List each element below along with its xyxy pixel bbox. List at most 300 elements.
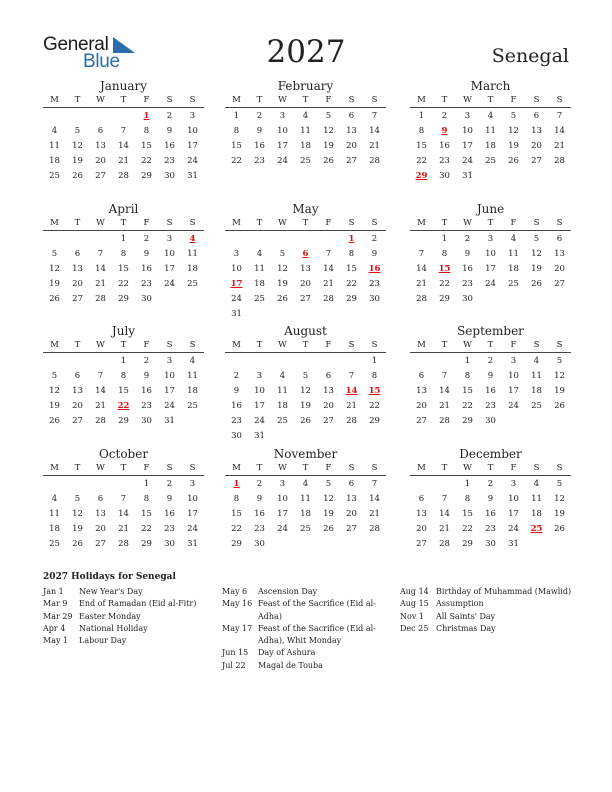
logo-general-text: General [43,34,109,55]
day: 9 [487,494,494,504]
day: 21 [554,141,565,151]
holiday-date: Jan 1 [43,587,64,596]
day: 19 [323,141,334,151]
day: 19 [300,401,311,411]
day: 6 [418,371,425,381]
weekday-header [225,462,386,476]
empty-cell [271,354,294,369]
day: 3 [510,356,517,366]
day: 7 [348,371,355,381]
month-title: December [459,447,522,461]
day: 25 [187,401,198,411]
day: 25 [508,279,519,289]
holiday-date: May 1 [43,636,69,646]
day: 18 [485,141,496,151]
day: 14 [369,126,380,136]
day: 19 [277,279,288,289]
day-grid [410,232,571,307]
day: 20 [531,141,542,151]
day: 3 [166,234,173,244]
day: 15 [118,386,129,396]
day: 17 [485,264,496,274]
day: 6 [74,371,81,381]
day: 2 [487,479,494,489]
day: 21 [439,524,450,534]
day: 28 [416,294,427,304]
day: 6 [556,234,563,244]
day: 5 [302,371,309,381]
day: 5 [51,371,58,381]
weekday-label: S [189,95,196,105]
day: 6 [97,126,104,136]
day: 10 [485,249,496,259]
weekday-label: S [556,218,563,228]
weekday-label: W [278,463,287,473]
day: 27 [346,156,357,166]
day: 9 [143,371,150,381]
weekday-label: M [50,95,59,105]
holiday-row [43,623,218,635]
weekday-label: T [441,95,448,105]
weekday-label: T [302,340,309,350]
country-name: Senegal [491,45,569,67]
empty-cell [248,232,271,247]
day: 22 [231,156,242,166]
holiday-name: Birthday of Muhammad (Mawlid) [436,587,572,596]
month-title: May [292,202,319,216]
empty-cell [89,109,112,124]
day: 3 [233,249,240,259]
day: 18 [300,509,311,519]
day: 9 [371,249,378,259]
day: 28 [369,156,380,166]
day: 14 [369,494,380,504]
empty-cell [112,477,135,492]
day: 21 [416,279,427,289]
month-title: July [111,324,136,338]
day: 24 [254,416,265,426]
weekday-label: F [143,218,150,228]
weekday-label: F [143,95,150,105]
day: 10 [187,126,198,136]
day: 4 [487,111,494,121]
weekday-label: W [96,340,105,350]
weekday-label: S [166,463,173,473]
day: 17 [277,509,288,519]
day-grid [225,109,386,169]
weekday-header [410,462,571,476]
day: 4 [51,494,58,504]
day: 21 [95,401,106,411]
day: 4 [302,479,309,489]
holiday-name: Magal de Touba [258,660,323,670]
day: 1 [464,479,471,489]
day: 16 [141,386,152,396]
weekday-label: S [533,340,540,350]
day: 1 [371,356,378,366]
holiday-row [43,586,218,598]
weekday-label: S [533,218,540,228]
weekday-label: W [278,340,287,350]
weekday-label: T [256,95,263,105]
day: 26 [508,156,519,166]
weekday-label: S [371,463,378,473]
day: 6 [74,249,81,259]
month-may [225,202,386,322]
month-title: September [457,324,524,338]
empty-cell [66,109,89,124]
day: 7 [97,371,104,381]
day: 30 [231,431,242,441]
day: 18 [187,264,198,274]
holiday-row [400,586,572,598]
day: 21 [439,401,450,411]
day: 8 [348,249,355,259]
day: 30 [485,416,496,426]
day: 13 [300,264,311,274]
holiday-row [222,623,394,648]
day: 23 [164,524,175,534]
empty-cell [433,477,456,492]
weekday-header [410,94,571,108]
day: 7 [120,494,127,504]
holiday-day: 25 [530,524,543,534]
day: 2 [143,234,150,244]
day: 20 [554,264,565,274]
empty-cell [43,477,66,492]
day: 12 [554,494,565,504]
day: 25 [254,294,265,304]
weekday-label: S [166,218,173,228]
day: 9 [256,126,263,136]
day: 28 [369,524,380,534]
day-grid [225,354,386,444]
holiday-day: 6 [302,249,309,259]
day: 26 [49,294,60,304]
day: 14 [554,126,565,136]
day: 19 [531,264,542,274]
weekday-label: S [556,340,563,350]
day: 3 [166,356,173,366]
day: 9 [166,494,173,504]
day: 13 [72,386,83,396]
day: 30 [141,416,152,426]
holiday-day: 29 [415,171,428,181]
holiday-name: End of Ramadan (Eid al-Fitr) [79,599,197,609]
day: 4 [279,371,286,381]
weekday-label: T [256,463,263,473]
day: 18 [300,141,311,151]
month-april [43,202,204,307]
holiday-name: All Saints' Day [436,611,496,621]
day: 31 [508,539,519,549]
day: 15 [141,141,152,151]
holiday-name: Day of Ashura [258,648,316,658]
day: 25 [485,156,496,166]
day: 26 [277,294,288,304]
day: 12 [277,264,288,274]
weekday-label: S [189,340,196,350]
day: 4 [51,126,58,136]
day: 9 [233,386,240,396]
day: 16 [164,509,175,519]
day: 23 [369,279,380,289]
day: 25 [300,156,311,166]
day: 7 [371,111,378,121]
day: 5 [556,479,563,489]
day: 27 [531,156,542,166]
weekday-label: T [74,340,81,350]
holidays-title: 2027 Holidays for Senegal [43,572,176,582]
day: 20 [300,279,311,289]
day: 9 [166,126,173,136]
day: 20 [323,401,334,411]
holiday-date: Mar 9 [43,599,68,609]
day: 30 [141,294,152,304]
day: 24 [277,156,288,166]
month-september [410,324,571,429]
weekday-label: T [487,340,494,350]
empty-cell [89,477,112,492]
day: 23 [164,156,175,166]
weekday-label: S [166,95,173,105]
day: 24 [485,279,496,289]
weekday-label: T [74,463,81,473]
day: 11 [508,249,519,259]
day: 4 [256,249,263,259]
weekday-label: F [510,95,517,105]
weekday-label: T [120,463,127,473]
weekday-label: T [441,463,448,473]
day: 10 [277,494,288,504]
day: 15 [118,264,129,274]
empty-cell [433,354,456,369]
holiday-day: 4 [189,234,196,244]
day: 4 [510,234,517,244]
day: 28 [554,156,565,166]
day: 11 [254,264,265,274]
weekday-label: S [166,340,173,350]
day: 17 [254,401,265,411]
day: 3 [256,371,263,381]
day: 7 [371,479,378,489]
day: 20 [416,524,427,534]
day: 11 [187,371,198,381]
empty-cell [66,354,89,369]
day-grid [43,477,204,552]
day: 13 [416,509,427,519]
day: 11 [531,371,542,381]
holiday-date: May 6 [222,587,248,596]
empty-cell [340,354,363,369]
day: 24 [277,524,288,534]
day: 25 [187,279,198,289]
day: 29 [439,294,450,304]
day: 20 [346,509,357,519]
weekday-label: F [325,463,332,473]
empty-cell [89,232,112,247]
weekday-label: T [441,340,448,350]
day: 26 [531,279,542,289]
weekday-label: S [556,95,563,105]
day: 6 [325,371,332,381]
day: 7 [441,371,448,381]
weekday-label: W [463,218,472,228]
holiday-row [222,647,394,659]
day: 26 [300,416,311,426]
day: 29 [141,539,152,549]
weekday-label: S [189,218,196,228]
empty-cell [225,232,248,247]
holiday-name: Assumption [436,599,484,609]
empty-cell [43,354,66,369]
day: 31 [187,539,198,549]
weekday-label: M [417,218,426,228]
holiday-date: May 16 [222,599,253,609]
day: 22 [439,279,450,289]
day: 18 [508,264,519,274]
day: 19 [49,401,60,411]
holiday-name: Christmas Day [436,623,496,633]
day: 22 [462,401,473,411]
day: 1 [143,479,150,489]
empty-cell [410,477,433,492]
day: 25 [49,171,60,181]
day: 29 [462,539,473,549]
day: 22 [416,156,427,166]
weekday-label: M [50,340,59,350]
holiday-day: 16 [368,264,381,274]
weekday-label: T [487,463,494,473]
day: 10 [231,264,242,274]
day: 10 [508,371,519,381]
day: 13 [416,386,427,396]
day: 15 [231,509,242,519]
day: 22 [118,279,129,289]
day: 22 [346,279,357,289]
holiday-name: Easter Monday [79,611,141,621]
day: 14 [439,509,450,519]
day: 19 [508,141,519,151]
weekday-label: F [325,340,332,350]
day: 11 [187,249,198,259]
weekday-label: W [278,218,287,228]
day: 8 [143,494,150,504]
weekday-label: F [325,95,332,105]
holiday-name: Ascension Day [258,587,318,596]
day: 16 [231,401,242,411]
day: 26 [323,524,334,534]
day: 14 [323,264,334,274]
day: 25 [277,416,288,426]
day: 3 [487,234,494,244]
day: 12 [531,249,542,259]
day: 24 [462,156,473,166]
day: 20 [346,141,357,151]
day: 30 [164,539,175,549]
day: 27 [416,539,427,549]
day: 23 [141,401,152,411]
holiday-day: 17 [230,279,243,289]
empty-cell [225,354,248,369]
day: 7 [97,249,104,259]
holiday-column [400,586,572,635]
day: 12 [49,386,60,396]
empty-cell [43,232,66,247]
weekday-header [43,217,204,231]
day: 12 [49,264,60,274]
day: 8 [418,126,425,136]
day: 14 [95,386,106,396]
day: 21 [118,156,129,166]
day: 21 [369,141,380,151]
holiday-row [400,611,572,623]
day: 8 [464,371,471,381]
day: 5 [533,234,540,244]
day: 9 [464,249,471,259]
day: 26 [72,539,83,549]
weekday-label: S [348,218,355,228]
month-july [43,324,204,429]
month-title: March [470,79,511,93]
day: 30 [462,294,473,304]
day: 4 [533,479,540,489]
holiday-row [43,611,218,623]
holiday-column [43,586,218,647]
day: 10 [462,126,473,136]
day: 26 [554,524,565,534]
day: 13 [95,509,106,519]
day: 10 [508,494,519,504]
day: 6 [418,494,425,504]
weekday-header [410,217,571,231]
day: 13 [531,126,542,136]
day: 6 [348,479,355,489]
day: 2 [233,371,240,381]
day: 4 [533,356,540,366]
day: 11 [49,141,60,151]
day: 14 [416,264,427,274]
day: 15 [462,386,473,396]
day: 12 [508,126,519,136]
day: 24 [508,401,519,411]
day-grid [43,109,204,184]
day: 2 [143,356,150,366]
weekday-label: S [533,463,540,473]
empty-cell [294,232,317,247]
empty-cell [248,354,271,369]
day-grid [43,232,204,307]
day: 25 [49,539,60,549]
holiday-day: 1 [348,234,355,244]
day: 31 [254,431,265,441]
day: 27 [300,294,311,304]
month-title: February [277,79,334,93]
month-title: June [476,202,505,216]
day: 27 [323,416,334,426]
day: 12 [323,494,334,504]
weekday-label: S [348,95,355,105]
day: 19 [323,509,334,519]
empty-cell [317,232,340,247]
day: 8 [120,371,127,381]
day: 30 [254,539,265,549]
day: 5 [510,111,517,121]
logo-blue-text: Blue [83,51,120,72]
weekday-header [225,94,386,108]
weekday-label: M [232,95,241,105]
day: 1 [418,111,425,121]
